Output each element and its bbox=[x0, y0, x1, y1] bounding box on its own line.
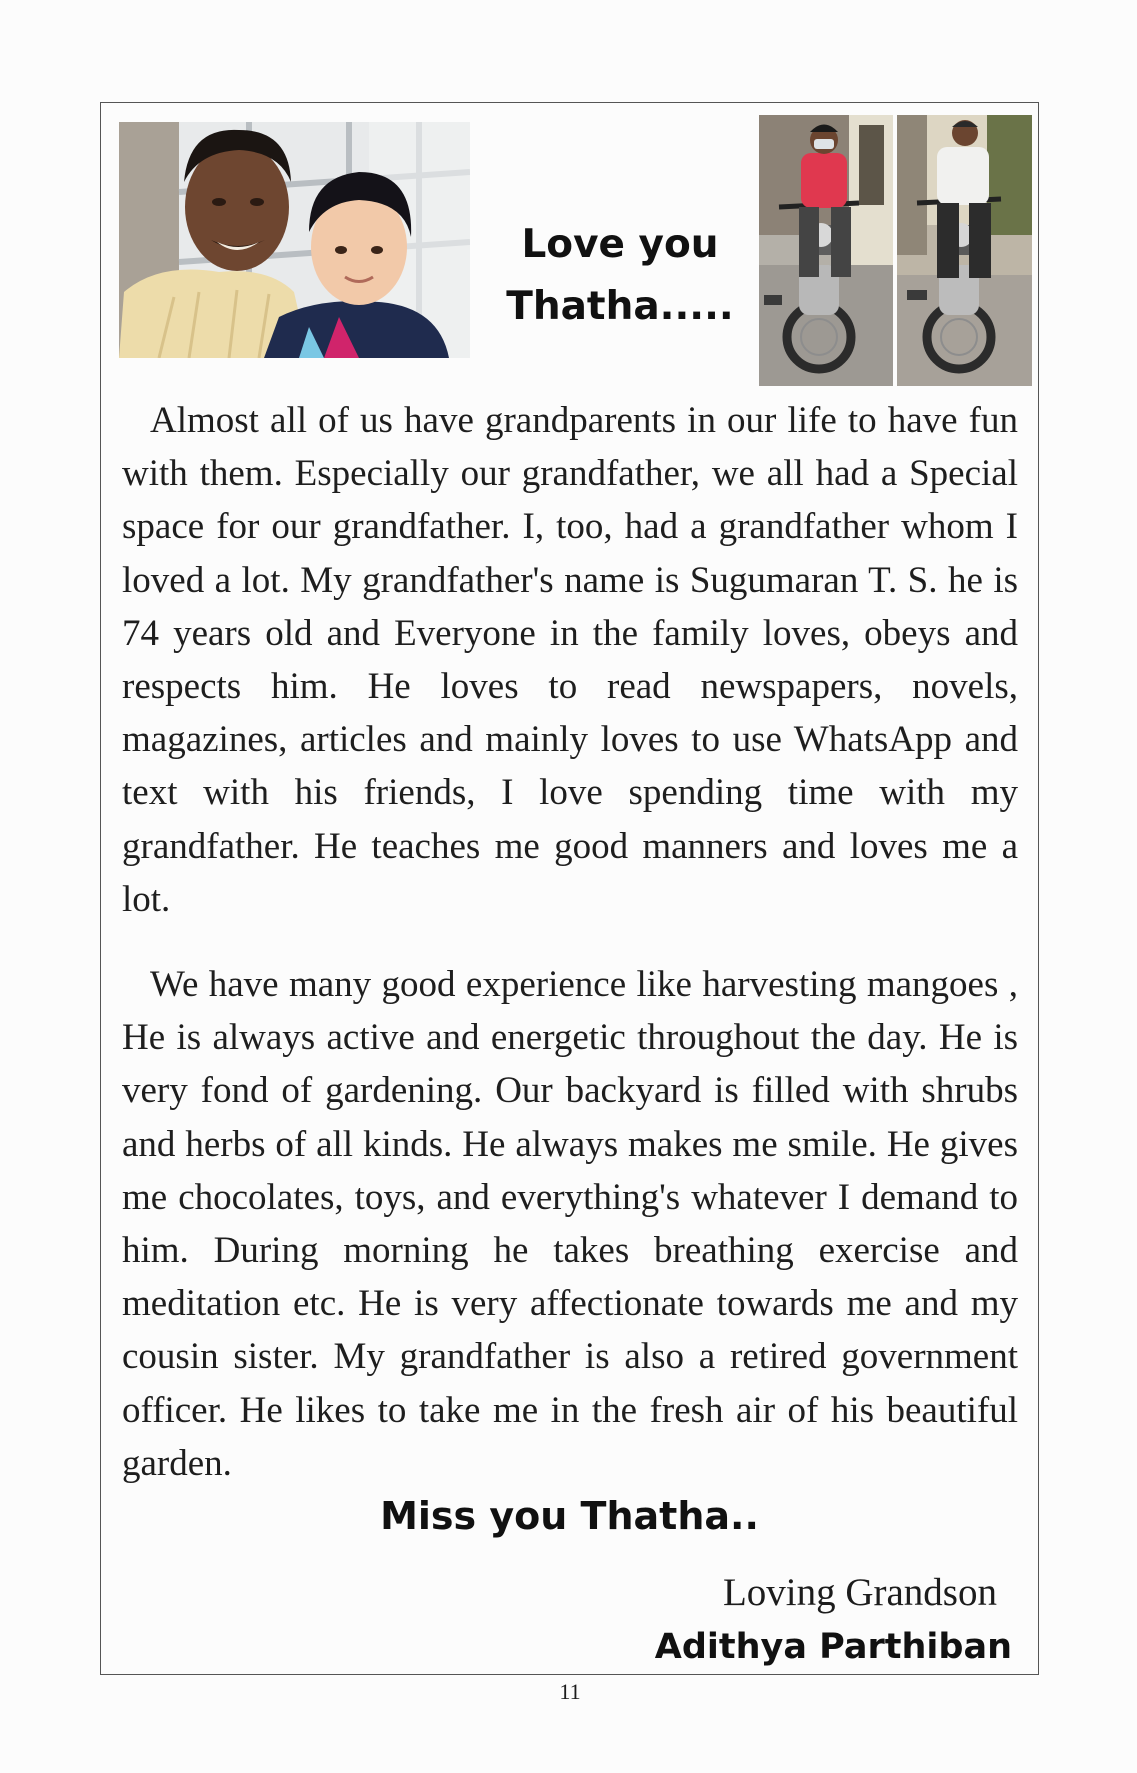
signature-label: Loving Grandson bbox=[722, 1571, 997, 1614]
grandson-on-motorcycle-photo bbox=[759, 115, 893, 386]
grandfather-on-motorcycle-photo bbox=[897, 115, 1032, 386]
signature-name: Adithya Parthiban bbox=[654, 1627, 1012, 1667]
page-number: 11 bbox=[559, 1679, 581, 1704]
grandfather-and-grandson-photo bbox=[119, 122, 470, 358]
body-paragraph-2: We have many good experience like harvesting mangoes , He is always active and energetic throughout the day. He is very fond of gardening. Our backyard is filled with shrubs and herbs of all kinds. He always makes me smile. He gives me chocolates, toys, and everything's whatever I demand to him. During morning he takes breathing exercise and meditation etc. He is very affectionate towards me and my cousin sister. My grandfather is also a retired government officer. He likes to take me in the fresh air of his beautiful garden. bbox=[122, 964, 1018, 1484]
article-title bbox=[500, 214, 740, 338]
closing-line: Miss you Thatha.. bbox=[380, 1494, 759, 1538]
title-line-2: Thatha..... bbox=[506, 284, 734, 329]
title-line-1: Love you bbox=[521, 222, 719, 267]
body-paragraph-1: Almost all of us have grandparents in our life to have fun with them. Especially our grandfather, we all had a Special space for our grandfather. I, too, had a grandfather whom I loved a lot. My grandfather's name is Sugumaran T. S. he is 74 years old and Everyone in the family loves, obeys and respects him. He loves to read newspapers, novels, magazines, articles and mainly loves to use WhatsApp and text with his friends, I love spending time with my grandfather. He teaches me good manners and loves me a lot. bbox=[122, 400, 1018, 920]
